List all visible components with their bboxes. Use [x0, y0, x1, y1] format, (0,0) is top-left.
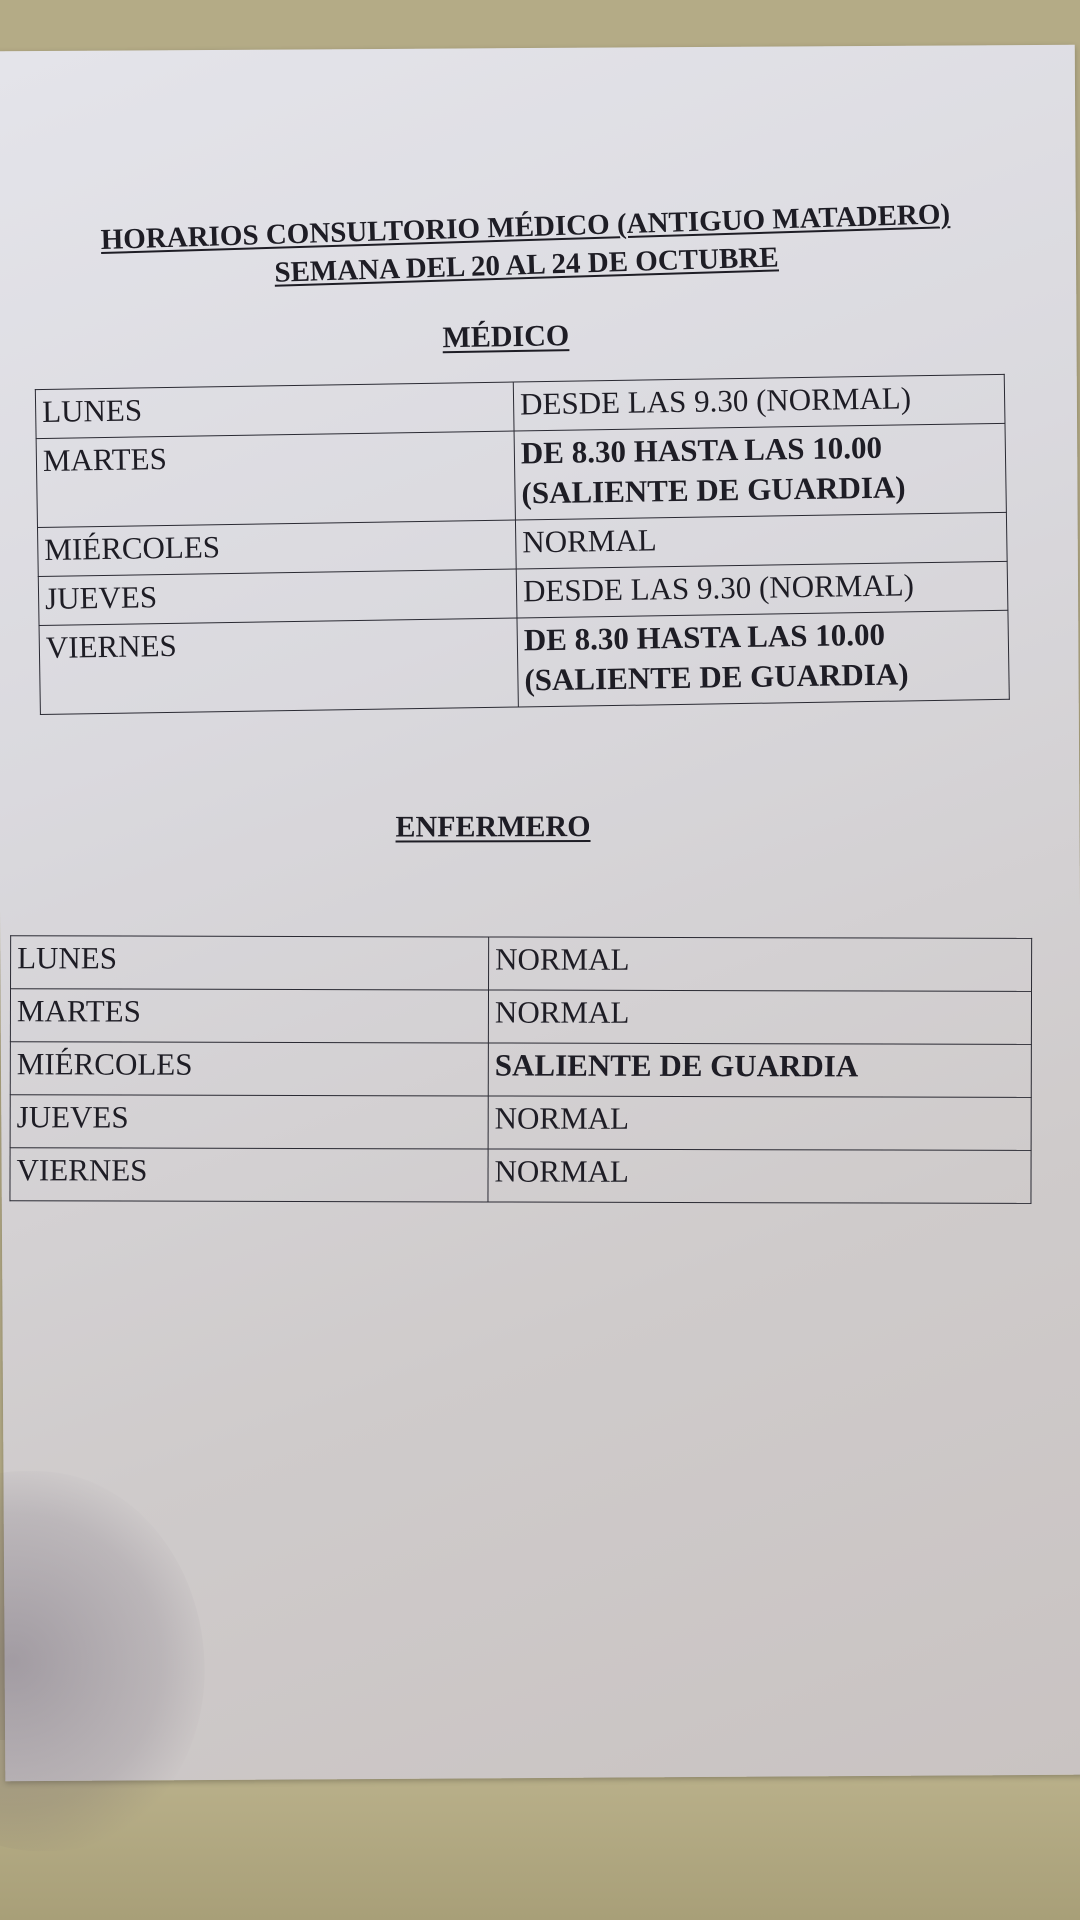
table-row — [10, 1095, 1031, 1151]
schedule-cell: NORMAL — [488, 1149, 1031, 1203]
day-cell: LUNES — [35, 382, 514, 439]
schedule-cell: DESDE LAS 9.30 (NORMAL) — [516, 561, 1008, 618]
schedule-cell: DE 8.30 HASTA LAS 10.00 (SALIENTE DE GUARDIA) — [514, 423, 1006, 520]
schedule-cell: DE 8.30 HASTA LAS 10.00 (SALIENTE DE GUARDIA) — [517, 610, 1009, 707]
schedule-cell: NORMAL — [515, 512, 1007, 569]
day-cell: LUNES — [11, 936, 489, 990]
schedule-table-enfermero — [9, 935, 1032, 1204]
section-heading-medico: MÉDICO — [442, 319, 570, 355]
schedule-cell: NORMAL — [489, 937, 1032, 991]
document-title: HORARIOS CONSULTORIO MÉDICO (ANTIGUO MATADERO) SEMANA DEL 20 AL 24 DE OCTUBRE — [100, 198, 951, 289]
day-cell: MIÉRCOLES — [10, 1042, 488, 1096]
schedule-cell: DESDE LAS 9.30 (NORMAL) — [513, 374, 1005, 431]
day-cell: JUEVES — [10, 1095, 488, 1149]
day-cell: MIÉRCOLES — [37, 520, 516, 577]
table-row — [10, 1148, 1031, 1204]
table-row — [39, 610, 1009, 714]
day-cell: VIERNES — [10, 1148, 488, 1202]
schedule-cell: SALIENTE DE GUARDIA — [488, 1043, 1031, 1097]
day-cell: JUEVES — [38, 569, 517, 626]
table-row — [10, 989, 1031, 1045]
table-row — [11, 936, 1032, 992]
table-row — [36, 423, 1006, 527]
day-cell: MARTES — [10, 989, 488, 1043]
section-heading-enfermero: ENFERMERO — [395, 810, 591, 844]
schedule-cell: NORMAL — [488, 1096, 1031, 1150]
schedule-cell: NORMAL — [488, 990, 1031, 1044]
schedule-table-medico — [35, 374, 1010, 715]
day-cell: VIERNES — [39, 618, 518, 714]
table-row — [10, 1042, 1031, 1098]
paper-sheet — [0, 45, 1080, 1782]
day-cell: MARTES — [36, 431, 515, 527]
